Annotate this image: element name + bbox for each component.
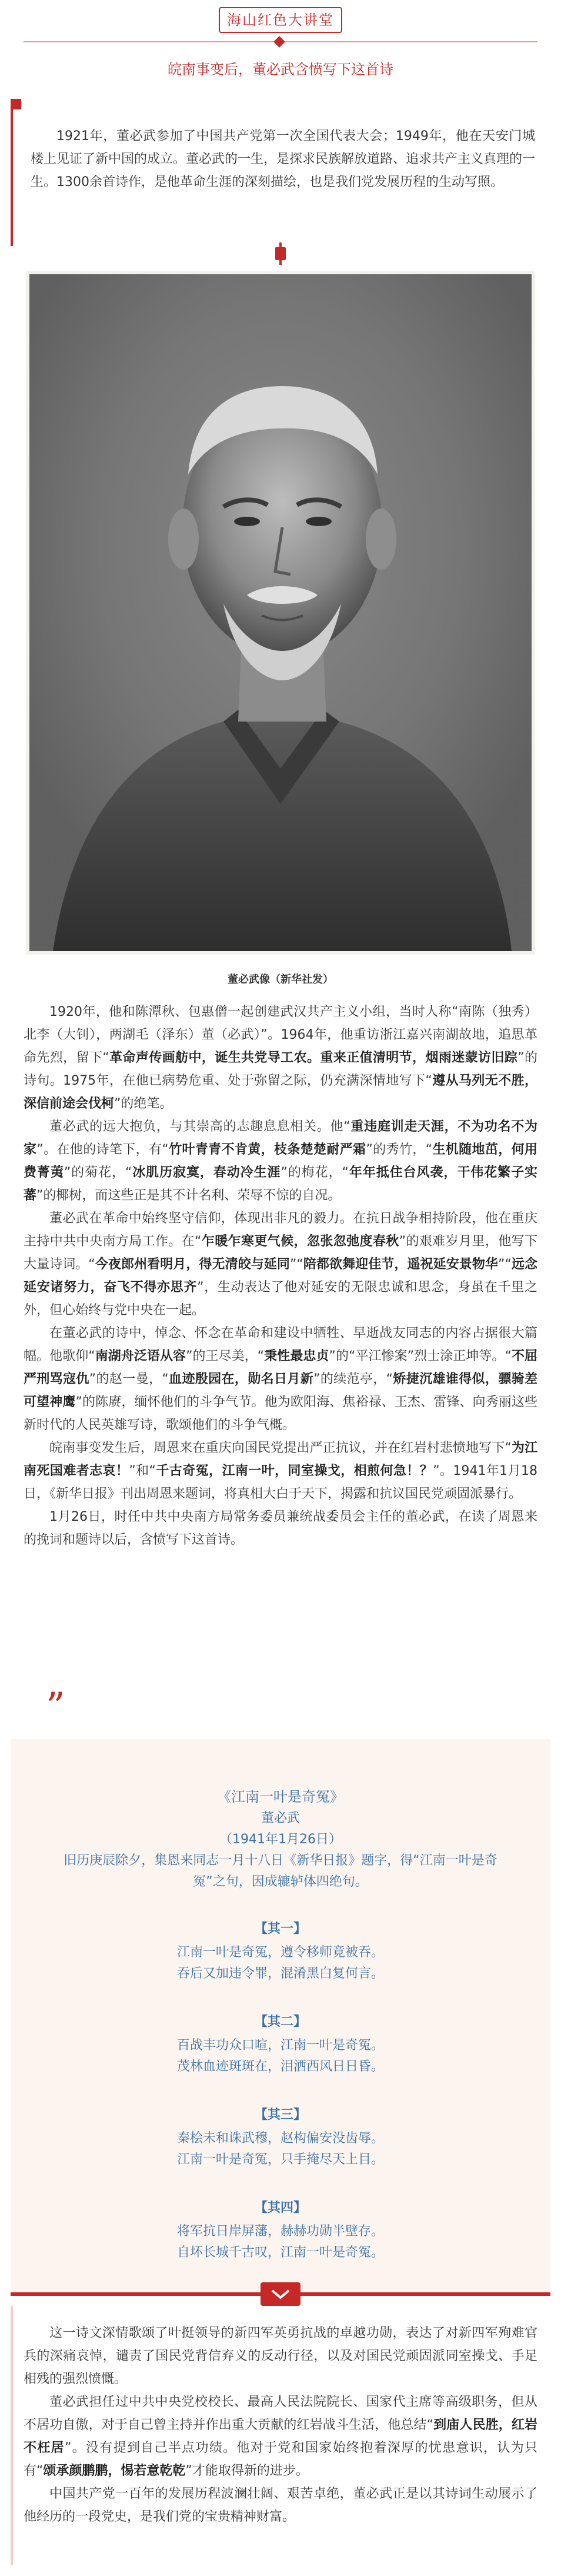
closing-text (24, 2322, 537, 2528)
body-paragraph-1 (24, 1001, 537, 1115)
portrait-photo (29, 274, 532, 951)
text-span: ”的王尽美，“ (186, 1349, 265, 1364)
text-span: 董必武的远大抱负，与其崇高的志趣息息相关。他“ (49, 1119, 350, 1134)
body-paragraph-6 (24, 1505, 537, 1551)
text-span: 董必武在革命中始终坚守信仰，体现出非凡的毅力。在抗日战争相持阶段，他在重庆主持中共中央南方局工作。在“ (24, 1211, 537, 1249)
highlight-span: 为江南死国难者志哀！ (24, 1441, 537, 1478)
highlight-span: 今夜郎州看明月，得无清皎与延同 (95, 1257, 290, 1272)
text-span: ”的菊花，“ (64, 1165, 132, 1180)
intro-text (31, 125, 535, 194)
text-span: 1月26日，时任中共中央南方局常务委员兼统战委员会主任的董必武，在读了周恩来的挽词和题诗以后，含愤写下这首诗。 (24, 1510, 537, 1547)
seal-mark-icon (275, 247, 286, 260)
highlight-span: 陪都欲舞迎佳节，遥祝延安景物华 (303, 1257, 499, 1272)
expand-button[interactable] (261, 2282, 300, 2306)
highlight-span: 乍暖乍寒更气候，忽张忽弛度春秋 (201, 1234, 399, 1249)
stanza-line: 百战丰功众口喧，江南一叶是奇冤。 (176, 2038, 384, 2053)
corner-ornament-icon (11, 99, 21, 109)
text-span: ”和“ (129, 1464, 156, 1478)
highlight-span: 血迹殷园在，勋名日月新 (168, 1372, 314, 1387)
text-span: ”。没有提到自己半点功绩。他对于党和国家始终抱着深厚的忧患意识，认为只有“ (24, 2441, 537, 2478)
highlight-span: 冰肌历寂寞，春动冷生涯 (132, 1165, 281, 1180)
body-paragraph-4 (24, 1322, 537, 1437)
highlight-span: 千古奇冤，江南一叶，同室操戈，相煎何急！？ (155, 1464, 433, 1478)
highlight-span: 远念延安诸努力，奋飞不得亦思齐 (24, 1257, 537, 1295)
stanza-line: 吞后又加违令罪，混淆黑白复何言。 (176, 1966, 384, 1981)
stanza-line: 将军抗日岸屏藩，赫赫功勋半壁存。 (176, 2224, 384, 2239)
stanza-heading: 【其一】 (254, 1922, 306, 1936)
closing-side-rule (11, 2306, 13, 2565)
text-span: 1920年，他和陈潭秋、包惠僧一起创建武汉共产主义小组，当时人称“南陈（独秀）北李（大钊），两湖毛（泽东）董（必武）”。1964年，他重访浙江嘉兴南湖故地，追思革命先烈，留下“ (24, 1005, 537, 1065)
poem-date: （1941年1月26日） (219, 1832, 342, 1847)
text-span: ”的续范亭，“ (313, 1372, 393, 1387)
text-span: ”的绝笔。 (114, 1096, 173, 1111)
highlight-span: 年年抵住台风袭，干伟花繁子实蕃 (24, 1165, 538, 1203)
text-span: ”的梅花，“ (280, 1165, 349, 1180)
stanza-line: 秦桧未和诛武穆，赵构偏安没齿辱。 (176, 2131, 384, 2146)
highlight-span: 不屈严刑骂寇仇 (24, 1349, 537, 1387)
highlight-span: 南湖舟泛语从容 (95, 1349, 186, 1364)
stanza-line: 江南一叶是奇冤，遵令移师竟被吞。 (176, 1945, 384, 1960)
text-span: ”的诗句。1975年，在他已病势危重、处于弥留之际，仍充满深情地写下“ (24, 1051, 537, 1088)
highlight-span: 革命声传画舫中，诞生共党导工农。重来正值清明节，烟雨迷蒙访旧踪 (109, 1051, 518, 1065)
body-paragraph-2 (24, 1115, 537, 1207)
closing-paragraph-3: 中国共产党一百年的发展历程波澜壮阔、艰苦卓绝，董必武正是以其诗词生动展示了他经历的一段党史，是我们党的宝贵精神财富。 (24, 2487, 537, 2524)
highlight-span: 生机随地茁，何用费菁荑 (24, 1142, 537, 1180)
quote-mark-icon: ” (46, 1685, 65, 1729)
chevron-down-icon (270, 2286, 291, 2302)
text-span: 在董必武的诗中，悼念、怀念在革命和建设中牺牲、早逝战友同志的内容占据很大篇幅。他歌仰“ (24, 1326, 537, 1364)
text-span: 皖南事变发生后，周恩来在重庆向国民党提出严正抗议，并在红岩村悲愤地写下“ (49, 1441, 512, 1455)
stanza-heading: 【其四】 (254, 2201, 306, 2215)
body-paragraph-5 (24, 1437, 537, 1505)
stanza-heading: 【其二】 (254, 2015, 306, 2029)
column-tag: 海山红色大讲堂 (219, 7, 342, 33)
stanza-heading: 【其三】 (254, 2108, 306, 2122)
stanza-line: 茂林血迹斑斑在，泪洒西风日日昏。 (176, 2059, 384, 2074)
divider-diamond-icon (273, 36, 285, 48)
text-span: 董必武担任过中共中央党校校长、最高人民法院院长、国家代主席等高级职务，但从不居功自傲，对于自己曾主持并作出重大贡献的红岩战斗生活，他总结“ (24, 2395, 537, 2432)
text-span: ”“ (290, 1257, 303, 1272)
text-span: ”，生动表达了他对延安的无限忠诚和思念，身虽在千里之外，但心始终与党中央在一起。 (24, 1280, 537, 1318)
highlight-span: 到庙人民胜，红岩不枉居 (24, 2418, 537, 2455)
article-body (24, 1001, 537, 1551)
header (0, 0, 561, 100)
text-span: ”“ (498, 1257, 512, 1272)
text-span: ”。1941年1月18日，《新华日报》刊出周恩来题词，将真相大白于天下，揭露和抗议国民党顽固派暴行。 (24, 1464, 537, 1501)
photo-caption: 董必武像（新华社发） (228, 973, 333, 986)
highlight-span: 矫捷沉雄谁得似，骠骑差可望神鹰 (24, 1372, 537, 1410)
poem-title: 《江南一叶是奇冤》 (217, 1789, 344, 1805)
poem-author: 董必武 (261, 1811, 300, 1826)
highlight-span: 秉性最忠贞 (264, 1349, 329, 1364)
highlight-span: 颂承颜鹏鹏，惕若意乾乾 (43, 2464, 186, 2478)
text-span: ”的椰树，而这些正是其不计名利、荣辱不惊的自况。 (36, 1188, 341, 1203)
text-span: ”的秀竹，“ (366, 1142, 433, 1157)
highlight-span: 竹叶青青不肯黄，枝条楚楚耐严霜 (168, 1142, 366, 1157)
closing-paragraph-1: 这一诗文深情歌颂了叶挺领导的新四军英勇抗战的卓越功勋，表达了对新四军殉难官兵的深痛哀悼，谴责了国民党背信弃义的反动行径，以及对国民党顽固派同室操戈、手足相残的强烈愤慨。 (24, 2326, 537, 2386)
stanza-line: 自坏长城千古叹，江南一叶是奇冤。 (176, 2245, 384, 2260)
body-paragraph-3 (24, 1207, 537, 1322)
text-span: ”。在他的诗笔下，有“ (36, 1142, 169, 1157)
text-span: ”的陈赓，缅怀他们的斗争气节。他为欧阳海、焦裕禄、王杰、雷锋、向秀丽这些新时代的人民英雄写诗，歌颂他们的斗争气概。 (24, 1395, 537, 1432)
poem-preface-line: 旧历庚辰除夕，集恩来同志一月十八日《新华日报》题字，得“江南一叶是奇 (64, 1853, 497, 1868)
portrait-illustration-icon (29, 274, 532, 951)
article-subtitle: 皖南事变后，董必武含愤写下这首诗 (168, 61, 393, 78)
stanza-line: 江南一叶是奇冤，只手掩尽天上目。 (176, 2152, 384, 2167)
text-span: ”的艰难岁月里，他写下大量诗词。“ (24, 1234, 537, 1272)
text-span: ”才能取得新的进步。 (185, 2464, 309, 2478)
intro-paragraph: 1921年，董必武参加了中国共产党第一次全国代表大会；1949年，他在天安门城楼上见证了新中国的成立。董必武的一生，是探求民族解放道路、追求共产主义真理的一生。1300余首诗作，是他革命生涯的深刻描绘，也是我们党发展历程的生动写照。 (31, 129, 536, 190)
closing-paragraph-2 (24, 2391, 537, 2482)
text-span: ”的赵一曼，“ (89, 1372, 169, 1387)
highlight-span: 重违庭训走天涯，不为功名不为家 (24, 1119, 537, 1157)
text-span: ”的“平江惨案”烈士涂正坤等。“ (329, 1349, 512, 1364)
poem-preface-line: 冤”之句，因成辘轳体四绝句。 (193, 1874, 368, 1889)
highlight-span: 遵从马列无不胜，深信前途会伐柯 (24, 1073, 537, 1111)
